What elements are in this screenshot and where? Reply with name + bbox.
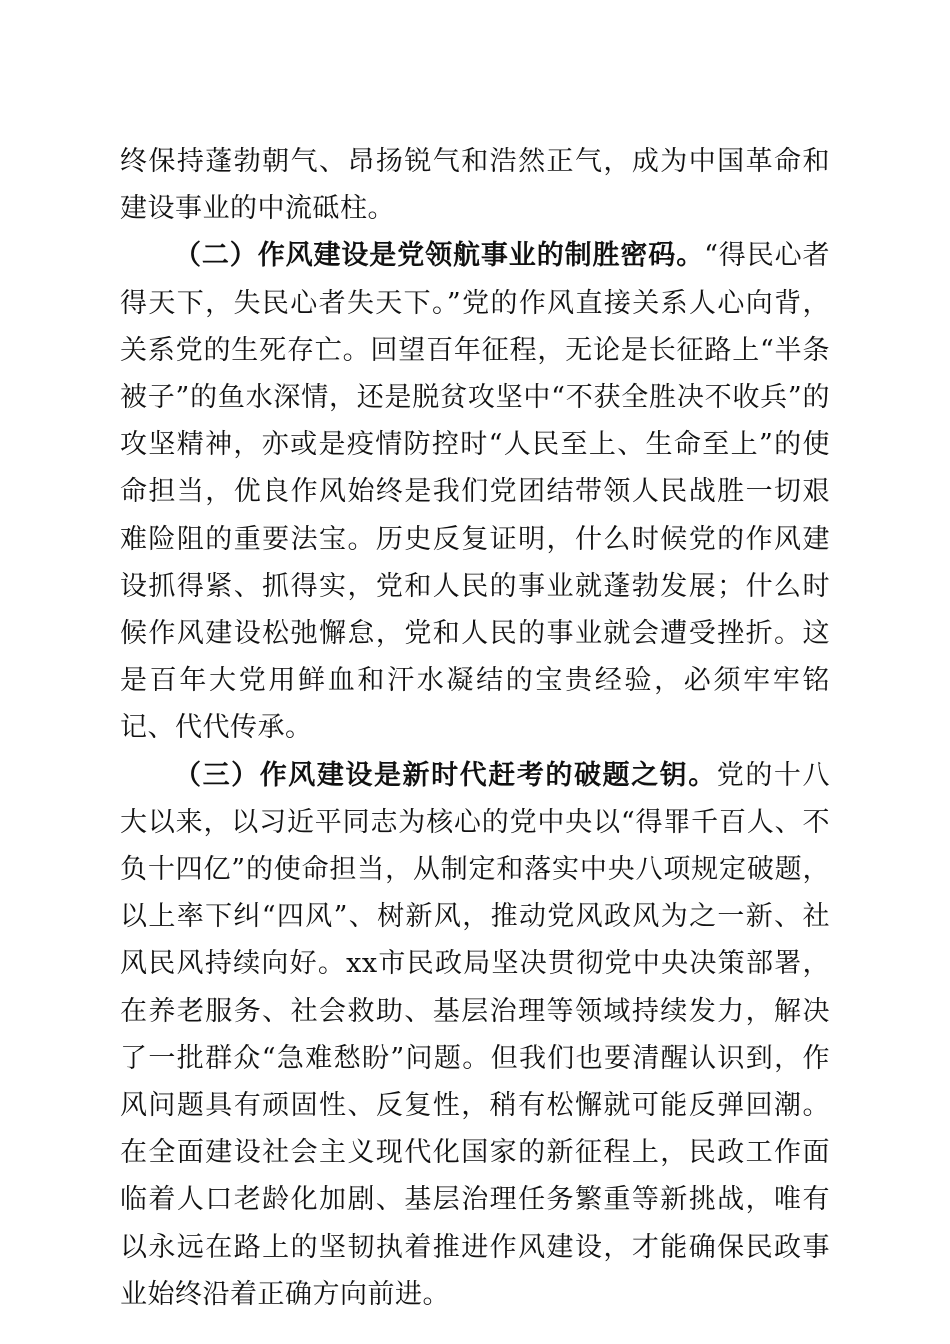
paragraph-text: 终保持蓬勃朝气、昂扬锐气和浩然正气，成为中国革命和建设事业的中流砥柱。	[120, 146, 830, 225]
paragraph-section-2	[120, 232, 830, 751]
paragraph-section-3	[120, 752, 830, 1318]
paragraph-text: “得民心者得天下，失民心者失天下。”党的作风直接关系人心向背，关系党的生死存亡。回望百年征程，无论是长征路上“半条被子”的鱼水深情，还是脱贫攻坚中“不获全胜决不收兵”的攻坚精神，亦或是疫情防控时“人民至上、生命至上”的使命担当，优良作风始终是我们党团结带领人民战胜一切艰难险阻的重要法宝。历史反复证明，什么时候党的作风建设抓得紧、抓得实，党和人民的事业就蓬勃发展；什么时候作风建设松弛懈怠，党和人民的事业就会遭受挫折。这是百年大党用鲜血和汗水凝结的宝贵经验，必须牢牢铭记、代代传承。	[120, 240, 830, 744]
document-body	[120, 138, 830, 1318]
section-heading: （三）作风建设是新时代赶考的破题之钥。	[174, 759, 717, 791]
paragraph-text: 党的十八大以来，以习近平同志为核心的党中央以“得罪千百人、不负十四亿”的使命担当，从制定和落实中央八项规定破题，以上率下纠“四风”、树新风，推动党风政风为之一新、社风民风持续向好。xx市民政局坚决贯彻党中央决策部署，在养老服务、社会救助、基层治理等领域持续发力，解决了一批群众“急难愁盼”问题。但我们也要清醒认识到，作风问题具有顽固性、反复性，稍有松懈就可能反弹回潮。在全面建设社会主义现代化国家的新征程上，民政工作面临着人口老龄化加剧、基层治理任务繁重等新挑战，唯有以永远在路上的坚韧执着推进作风建设，才能确保民政事业始终沿着正确方向前进。	[120, 759, 831, 1310]
paragraph-continuation	[120, 138, 830, 232]
section-heading: （二）作风建设是党领航事业的制胜密码。	[174, 240, 705, 272]
